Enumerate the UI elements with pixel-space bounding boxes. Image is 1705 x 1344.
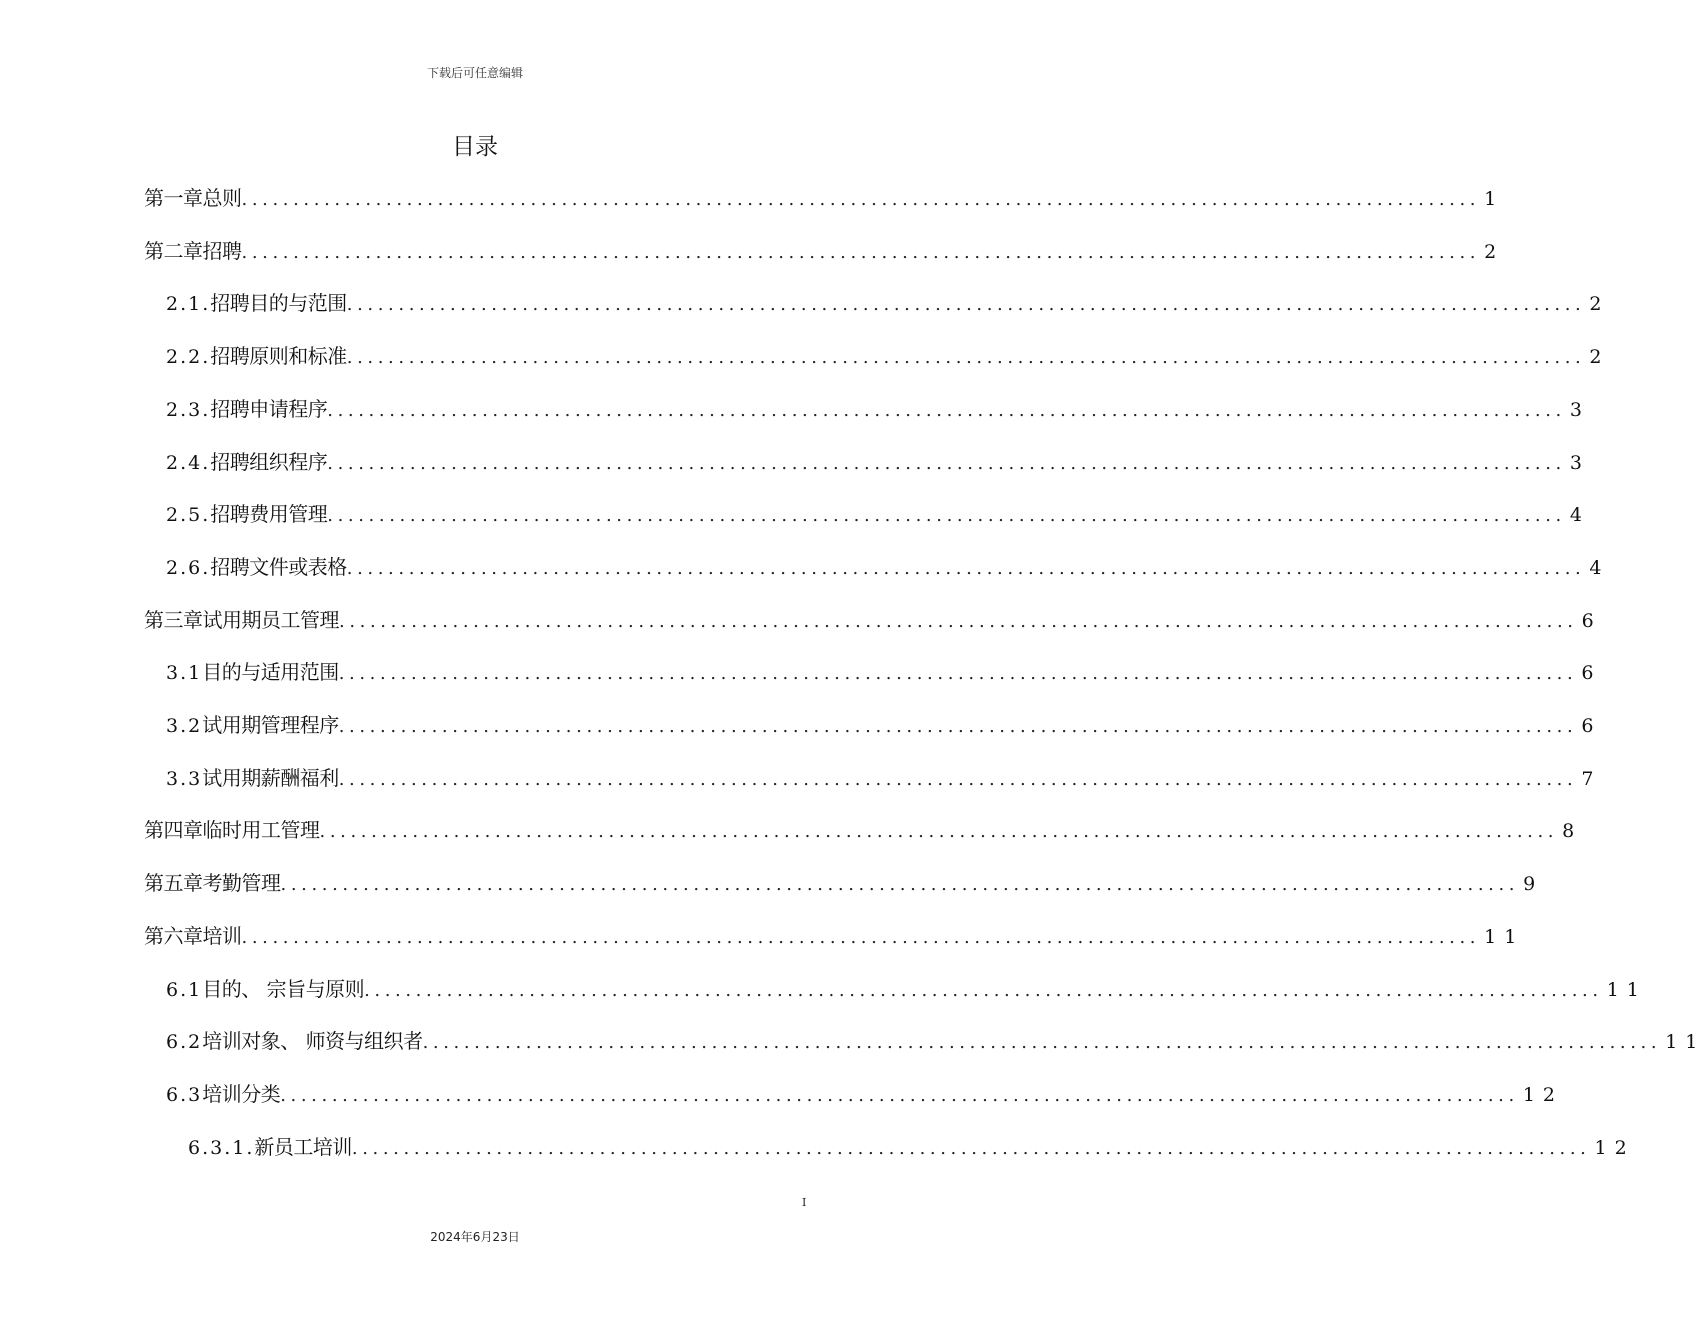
toc-entry-title: 考勤管理 — [202, 871, 281, 895]
toc-entry-title: 临时用工管理 — [202, 818, 320, 842]
footer-date: 2024年6月23日 — [430, 1230, 520, 1244]
toc-entry[interactable] — [166, 1015, 1705, 1067]
toc-entry-number: 2.2. — [166, 346, 211, 368]
toc-leader-dots: ........................................................................................................................ — [241, 242, 1481, 263]
toc-entry-page: 3 — [1569, 452, 1590, 474]
toc-entry-title: 招聘文件或表格 — [210, 555, 347, 579]
toc-entry-number: 第六章 — [144, 924, 203, 948]
toc-entry[interactable] — [166, 699, 1602, 751]
toc-entry[interactable] — [166, 646, 1602, 698]
toc-entry-page: 1 — [1484, 188, 1505, 210]
toc-entry-number: 6.3.1. — [188, 1137, 255, 1159]
toc-entry-title: 培训对象、 师资与组织者 — [202, 1029, 423, 1053]
toc-entry-page: 8 — [1562, 820, 1583, 842]
toc-entry-number: 第四章 — [144, 818, 203, 842]
toc-entry[interactable] — [144, 594, 1602, 646]
toc-entry[interactable] — [166, 488, 1590, 540]
toc-entry-page: 7 — [1581, 768, 1602, 790]
toc-entry[interactable] — [166, 1068, 1564, 1120]
toc-entry-page: 6 — [1581, 610, 1602, 632]
toc-entry-page: 2 — [1589, 346, 1610, 368]
toc-entry-number: 6.3 — [166, 1084, 203, 1106]
toc-entry[interactable] — [144, 857, 1544, 909]
toc-entry-title: 试用期员工管理 — [202, 608, 339, 632]
toc-entry-number: 第三章 — [144, 608, 203, 632]
toc-leader-dots: ........................................................................................................................ — [338, 769, 1578, 790]
toc-entry-title: 招聘费用管理 — [210, 502, 328, 526]
toc-entry-title: 招聘原则和标准 — [210, 344, 347, 368]
toc-entry[interactable] — [144, 804, 1583, 856]
toc-entry-page: 9 — [1523, 873, 1544, 895]
toc-entry-title: 招聘目的与范围 — [210, 291, 347, 315]
toc-entry-number: 2.4. — [166, 452, 211, 474]
toc-entry-title: 试用期管理程序 — [202, 713, 339, 737]
toc-entry[interactable] — [166, 752, 1602, 804]
toc-entry-title: 目的与适用范围 — [202, 660, 339, 684]
toc-entry-title: 招聘 — [202, 239, 242, 263]
toc-entry[interactable] — [144, 910, 1525, 962]
toc-leader-dots: ........................................................................................................................ — [280, 1085, 1519, 1106]
toc-entry-number: 3.1 — [166, 662, 203, 684]
toc-entry-number: 6.2 — [166, 1031, 203, 1053]
toc-entry-number: 2.1. — [166, 293, 211, 315]
toc-entry[interactable] — [166, 436, 1590, 488]
toc-entry[interactable] — [166, 383, 1590, 435]
toc-leader-dots: ........................................................................................................................ — [339, 611, 1578, 632]
toc-leader-dots: ........................................................................................................................ — [319, 821, 1559, 842]
toc-leader-dots: ........................................................................................................................ — [338, 716, 1578, 737]
toc-entry[interactable] — [188, 1121, 1635, 1173]
page-number-marker: I — [802, 1196, 807, 1209]
toc-entry-title: 培训分类 — [202, 1082, 281, 1106]
toc-entry-number: 第一章 — [144, 186, 203, 210]
toc-leader-dots: ........................................................................................................................ — [241, 927, 1481, 948]
toc-entry-title: 招聘申请程序 — [210, 397, 328, 421]
toc-leader-dots: ........................................................................................................................ — [351, 1138, 1591, 1159]
toc-title: 目录 — [452, 134, 498, 160]
toc-entry-page: 6 — [1581, 662, 1602, 684]
toc-entry-page: 3 — [1569, 399, 1590, 421]
toc-entry-title: 培训 — [202, 924, 242, 948]
toc-leader-dots: ........................................................................................................................ — [338, 663, 1578, 684]
toc-leader-dots: ........................................................................................................................ — [327, 453, 1566, 474]
toc-leader-dots: ........................................................................................................................ — [422, 1032, 1662, 1053]
toc-entry[interactable] — [166, 277, 1610, 329]
toc-entry-page: 4 — [1569, 504, 1590, 526]
toc-entry-page: 11 — [1606, 979, 1647, 1001]
toc-leader-dots: ........................................................................................................................ — [327, 400, 1566, 421]
header-note: 下载后可任意编辑 — [426, 66, 523, 80]
toc-entry-number: 3.3 — [166, 768, 203, 790]
toc-entry-title: 招聘组织程序 — [210, 450, 328, 474]
toc-entry-number: 第五章 — [144, 871, 203, 895]
toc-entry-title: 试用期薪酬福利 — [202, 766, 339, 790]
toc-entry-number: 2.3. — [166, 399, 211, 421]
toc-entry-page: 12 — [1594, 1137, 1635, 1159]
toc-leader-dots: ........................................................................................................................ — [241, 189, 1481, 210]
toc-leader-dots: ........................................................................................................................ — [346, 347, 1586, 368]
toc-entry-number: 6.1 — [166, 979, 203, 1001]
toc-entry-page: 11 — [1665, 1031, 1705, 1053]
toc-entry-number: 2.6. — [166, 557, 211, 579]
toc-entry-number: 第二章 — [144, 239, 203, 263]
toc-leader-dots: ........................................................................................................................ — [346, 294, 1586, 315]
toc-entry[interactable] — [166, 963, 1647, 1015]
toc-entry[interactable] — [144, 172, 1505, 224]
toc-leader-dots: ........................................................................................................................ — [280, 874, 1520, 895]
toc-entry-page: 4 — [1589, 557, 1610, 579]
toc-entry[interactable] — [144, 225, 1505, 277]
toc-entry[interactable] — [166, 541, 1610, 593]
toc-leader-dots: ........................................................................................................................ — [327, 505, 1566, 526]
toc-entry-title: 新员工培训 — [254, 1135, 352, 1159]
toc-entry-page: 6 — [1581, 715, 1602, 737]
toc-entry-title: 目的、 宗旨与原则 — [202, 977, 365, 1001]
toc-entry-title: 总则 — [202, 186, 242, 210]
toc-entry-page: 12 — [1522, 1084, 1564, 1106]
toc-leader-dots: ........................................................................................................................ — [364, 980, 1603, 1001]
toc-entry[interactable] — [166, 330, 1610, 382]
toc-entry-page: 2 — [1589, 293, 1610, 315]
toc-entry-page: 11 — [1484, 926, 1525, 948]
toc-leader-dots: ........................................................................................................................ — [346, 558, 1586, 579]
toc-entry-number: 2.5. — [166, 504, 211, 526]
toc-entry-page: 2 — [1484, 241, 1505, 263]
toc-entry-number: 3.2 — [166, 715, 203, 737]
